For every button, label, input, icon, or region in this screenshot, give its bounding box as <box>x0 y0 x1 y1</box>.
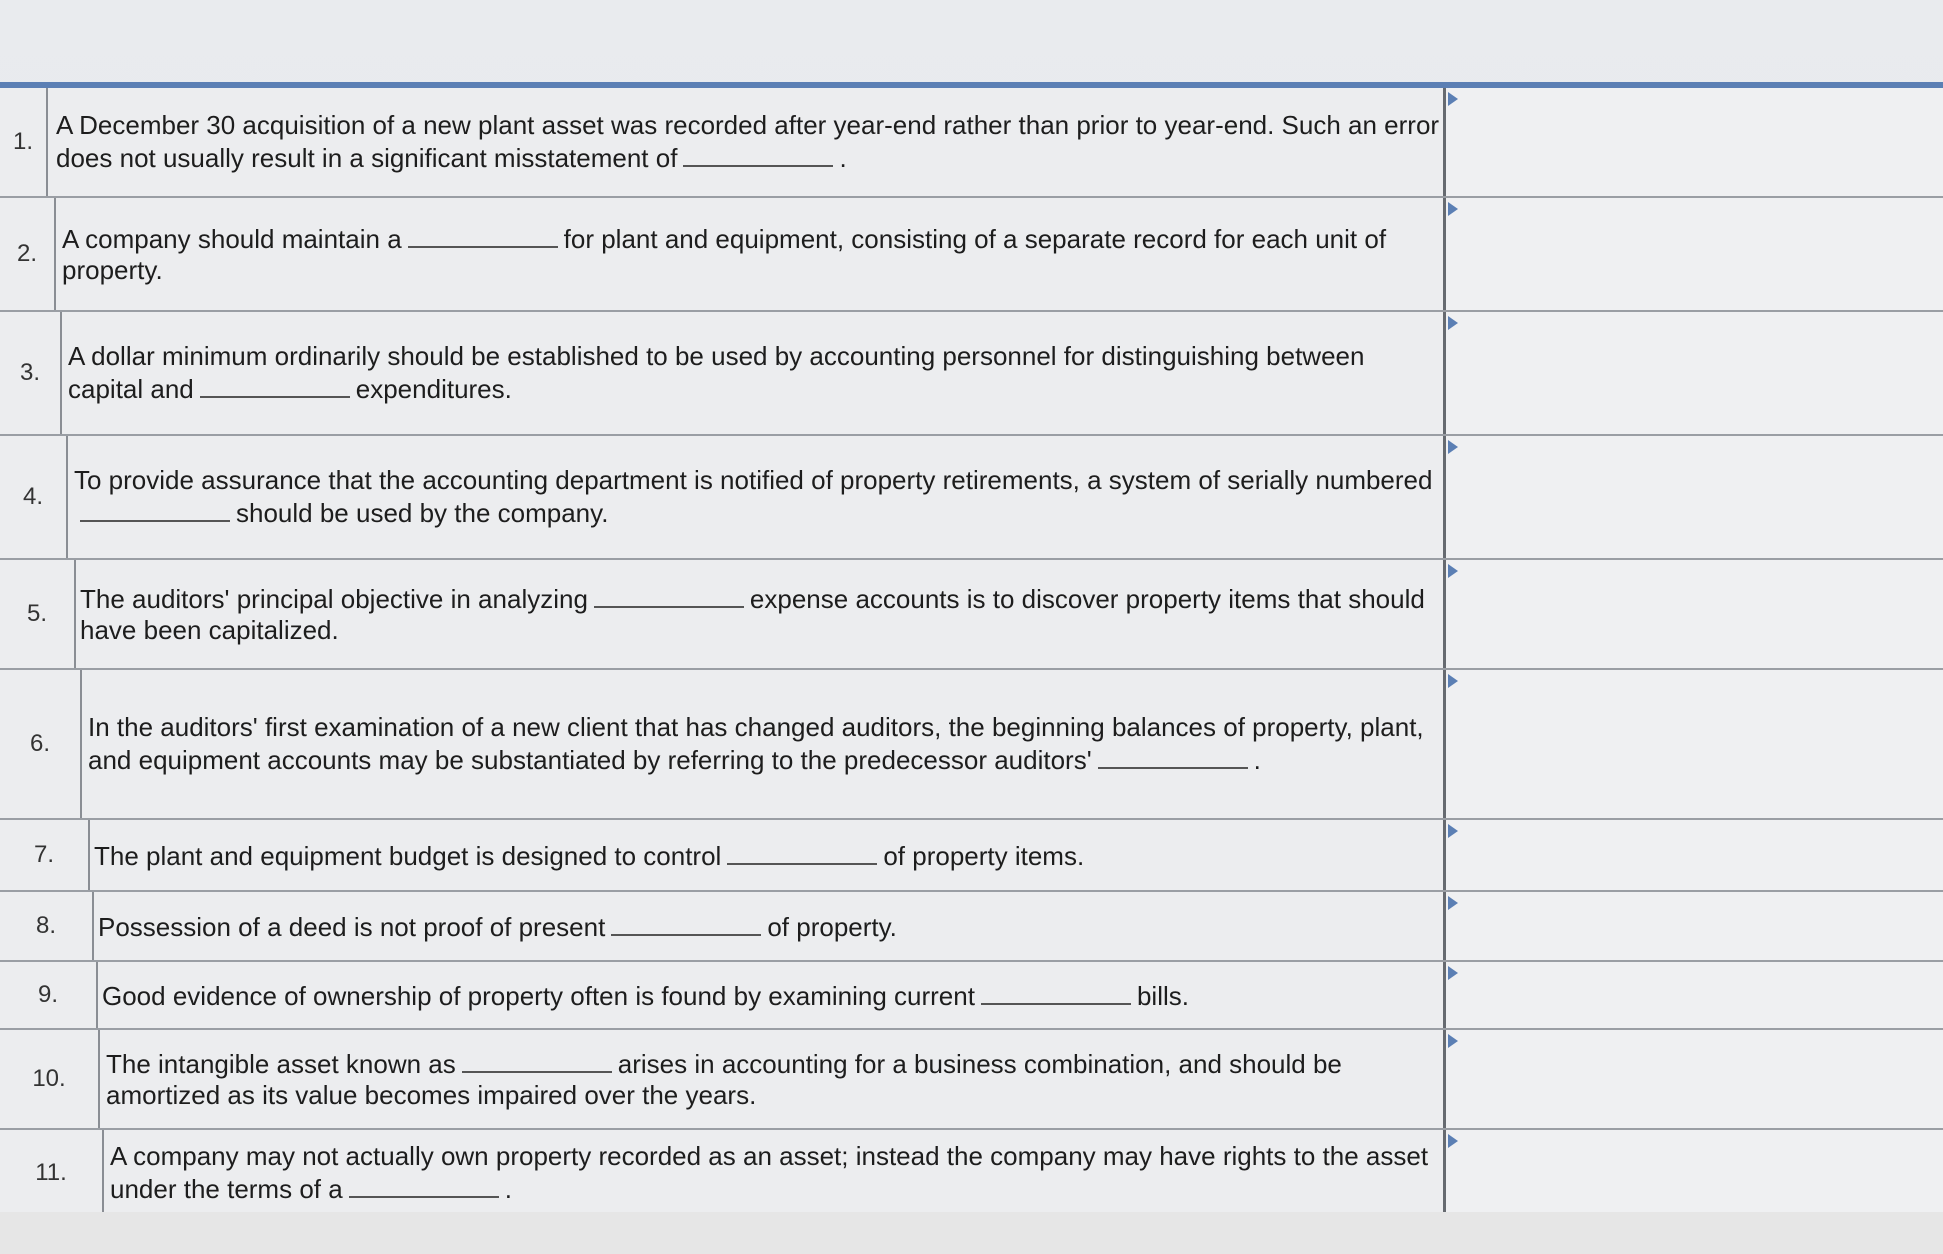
answer-input-1[interactable] <box>1446 88 1943 196</box>
fill-in-blank <box>462 1047 612 1073</box>
question-row-10 <box>0 1030 1943 1130</box>
fill-in-blank <box>80 496 230 522</box>
question-row-11 <box>0 1130 1943 1218</box>
fill-in-blank <box>727 839 877 865</box>
answer-cell-6[interactable] <box>1443 670 1943 818</box>
fill-in-blank <box>349 1172 499 1198</box>
answer-input-9[interactable] <box>1446 962 1943 1028</box>
cell-marker-icon <box>1448 316 1458 330</box>
answer-input-4[interactable] <box>1446 436 1943 558</box>
question-text-before: To provide assurance that the accounting department is notified of property retirements, a system of serially numbered <box>74 465 1433 495</box>
question-text-after: expenditures. <box>355 374 512 404</box>
question-row-6 <box>0 670 1943 820</box>
question-number: 9. <box>0 962 98 1028</box>
answer-cell-11[interactable] <box>1443 1130 1943 1216</box>
fill-in-blank <box>611 910 761 936</box>
question-number: 6. <box>0 670 82 818</box>
answer-cell-4[interactable] <box>1443 436 1943 558</box>
question-text-after: of property items. <box>883 840 1085 871</box>
fill-in-blank <box>408 222 558 248</box>
answer-input-10[interactable] <box>1446 1030 1943 1128</box>
cell-marker-icon <box>1448 92 1458 106</box>
answer-input-3[interactable] <box>1446 312 1943 434</box>
fill-in-blank <box>683 141 833 167</box>
question-text-after: . <box>504 1174 512 1204</box>
question-row-2 <box>0 198 1943 312</box>
question-text-after: of property. <box>767 911 897 942</box>
question-text <box>80 560 1443 668</box>
cell-marker-icon <box>1448 202 1458 216</box>
question-text-before: A dollar minimum ordinarily should be established to be used by accounting personnel for distinguishing between capital and <box>68 341 1365 404</box>
cell-marker-icon <box>1448 824 1458 838</box>
fill-in-blank <box>1098 743 1248 769</box>
question-text-before: Good evidence of ownership of property often is found by examining current <box>102 980 975 1011</box>
question-text-after: expense accounts is to discover property items that should have been capitalized. <box>80 584 1425 645</box>
cell-marker-icon <box>1448 674 1458 688</box>
cell-marker-icon <box>1448 966 1458 980</box>
question-row-9 <box>0 962 1943 1030</box>
question-text <box>94 820 1443 890</box>
question-row-7 <box>0 820 1943 892</box>
answer-cell-2[interactable] <box>1443 198 1943 310</box>
question-text <box>102 962 1443 1028</box>
question-text-before: The auditors' principal objective in analyzing <box>80 584 588 614</box>
answer-cell-10[interactable] <box>1443 1030 1943 1128</box>
question-text <box>110 1130 1443 1216</box>
question-text-after: for plant and equipment, consisting of a separate record for each unit of property. <box>62 224 1387 285</box>
question-text <box>62 198 1443 310</box>
answer-cell-5[interactable] <box>1443 560 1943 668</box>
question-text-before: A December 30 acquisition of a new plant asset was recorded after year-end rather than prior to year-end. Such an error does not usually result in a significant misstatement of <box>56 110 1440 173</box>
question-number: 4. <box>0 436 68 558</box>
question-number: 1. <box>0 88 48 196</box>
answer-cell-8[interactable] <box>1443 892 1943 960</box>
answer-cell-3[interactable] <box>1443 312 1943 434</box>
question-text <box>74 436 1443 558</box>
fill-in-blank <box>594 582 744 608</box>
question-number: 11. <box>0 1130 104 1216</box>
question-text <box>88 670 1443 818</box>
question-number: 10. <box>0 1030 100 1128</box>
question-number: 3. <box>0 312 62 434</box>
cell-marker-icon <box>1448 1134 1458 1148</box>
answer-input-5[interactable] <box>1446 560 1943 668</box>
question-number: 8. <box>0 892 94 960</box>
question-text <box>106 1030 1443 1128</box>
question-row-3 <box>0 312 1943 436</box>
answer-cell-9[interactable] <box>1443 962 1943 1028</box>
question-text <box>56 88 1443 196</box>
question-text <box>98 892 1443 960</box>
question-row-4 <box>0 436 1943 560</box>
question-row-8 <box>0 892 1943 962</box>
cell-marker-icon <box>1448 1034 1458 1048</box>
question-number: 2. <box>0 198 56 310</box>
question-text-before: Possession of a deed is not proof of present <box>98 911 606 942</box>
question-text-after: arises in accounting for a business combination, and should be amortized as its value becomes impaired over the years. <box>106 1049 1342 1110</box>
answer-cell-7[interactable] <box>1443 820 1943 890</box>
answer-input-7[interactable] <box>1446 820 1943 890</box>
cell-marker-icon <box>1448 440 1458 454</box>
worksheet-table <box>0 82 1943 1218</box>
answer-input-2[interactable] <box>1446 198 1943 310</box>
question-number: 5. <box>0 560 76 668</box>
answer-input-8[interactable] <box>1446 892 1943 960</box>
cell-marker-icon <box>1448 896 1458 910</box>
background-surface <box>0 1212 1943 1254</box>
answer-input-11[interactable] <box>1446 1130 1943 1216</box>
question-text-before: A company may not actually own property recorded as an asset; instead the company may have rights to the asset under the terms of a <box>110 1141 1429 1204</box>
fill-in-blank <box>981 979 1131 1005</box>
question-row-1 <box>0 88 1943 198</box>
question-text-before: The intangible asset known as <box>106 1049 456 1079</box>
cell-marker-icon <box>1448 564 1458 578</box>
question-text-after: should be used by the company. <box>236 498 609 528</box>
fill-in-blank <box>200 372 350 398</box>
answer-input-6[interactable] <box>1446 670 1943 818</box>
question-text <box>68 312 1443 434</box>
question-number: 7. <box>0 820 90 890</box>
question-text-after: bills. <box>1136 980 1189 1011</box>
question-text-before: In the auditors' first examination of a new client that has changed auditors, the beginning balances of property, plant, and equipment accounts may be substantiated by referring to the predecessor auditors' <box>88 712 1424 775</box>
question-text-before: The plant and equipment budget is designed to control <box>94 840 722 871</box>
question-text-after: . <box>1253 745 1261 775</box>
answer-cell-1[interactable] <box>1443 88 1943 196</box>
question-text-before: A company should maintain a <box>62 224 402 254</box>
question-text-after: . <box>839 143 847 173</box>
question-row-5 <box>0 560 1943 670</box>
